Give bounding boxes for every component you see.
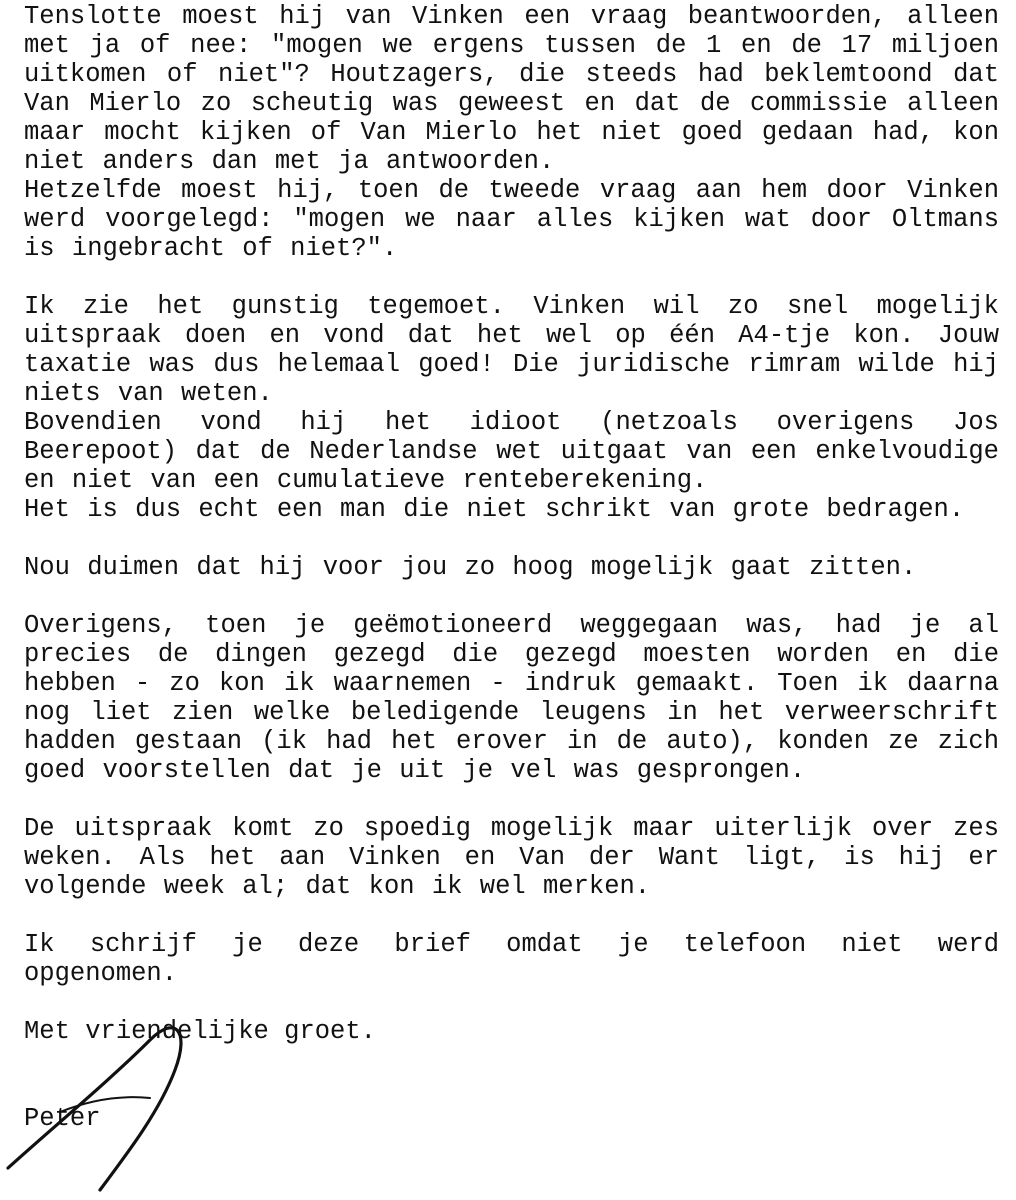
paragraph-duimen: Nou duimen dat hij voor jou zo hoog mogelijk gaat zitten. bbox=[24, 553, 917, 582]
signature-name: Peter bbox=[24, 1104, 101, 1133]
paragraph-gap bbox=[24, 524, 999, 553]
paragraph-gap bbox=[24, 582, 999, 611]
paragraph-gap bbox=[24, 785, 999, 814]
signature-space bbox=[24, 1046, 999, 1104]
letter-body bbox=[24, 2, 999, 1133]
paragraph-telefoon: Ik schrijf je deze brief omdat je telefoon niet werd opgenomen. bbox=[24, 930, 999, 988]
paragraph-vraag-vinken: Tenslotte moest hij van Vinken een vraag beantwoorden, alleen met ja of nee: "mogen we ergens tussen de 1 en de 17 miljoen uitkomen of niet"? Houtzagers, die steeds had beklemtoond dat Van Mierlo zo scheutig was geweest en dat de commissie alleen maar mocht kijken of Van Mierlo het niet goed gedaan had, kon niet anders dan met ja antwoorden. bbox=[24, 2, 999, 176]
paragraph-gap bbox=[24, 263, 999, 292]
paragraph-bovendien: Bovendien vond hij het idioot (netzoals overigens Jos Beerepoot) dat de Nederlandse wet uitgaat van een enkelvoudige en niet van een cumulatieve renteberekening. bbox=[24, 408, 999, 495]
paragraph-tweede-vraag: Hetzelfde moest hij, toen de tweede vraag aan hem door Vinken werd voorgelegd: "mogen we naar alles kijken wat door Oltmans is ingebracht of niet?". bbox=[24, 176, 999, 263]
paragraph-overigens: Overigens, toen je geëmotioneerd weggegaan was, had je al precies de dingen gezegd die gezegd moesten worden en die hebben - zo kon ik waarnemen - indruk gemaakt. Toen ik daarna nog liet zien welke beledigende leugens in het verweerschrift hadden gestaan (ik had het erover in de auto), konden ze zich goed voorstellen dat je uit je vel was gesprongen. bbox=[24, 611, 999, 785]
closing-greeting: Met vriendelijke groet. bbox=[24, 1017, 376, 1046]
paragraph-uitspraak: De uitspraak komt zo spoedig mogelijk maar uiterlijk over zes weken. Als het aan Vinken en Van der Want ligt, is hij er volgende week al; dat kon ik wel merken. bbox=[24, 814, 999, 901]
paragraph-grote-bedragen: Het is dus echt een man die niet schrikt van grote bedragen. bbox=[24, 495, 965, 524]
paragraph-gap bbox=[24, 988, 999, 1017]
paragraph-gap bbox=[24, 901, 999, 930]
paragraph-gunstig: Ik zie het gunstig tegemoet. Vinken wil zo snel mogelijk uitspraak doen en vond dat het wel op één A4-tje kon. Jouw taxatie was dus helemaal goed! Die juridische rimram wilde hij niets van weten. bbox=[24, 292, 999, 408]
